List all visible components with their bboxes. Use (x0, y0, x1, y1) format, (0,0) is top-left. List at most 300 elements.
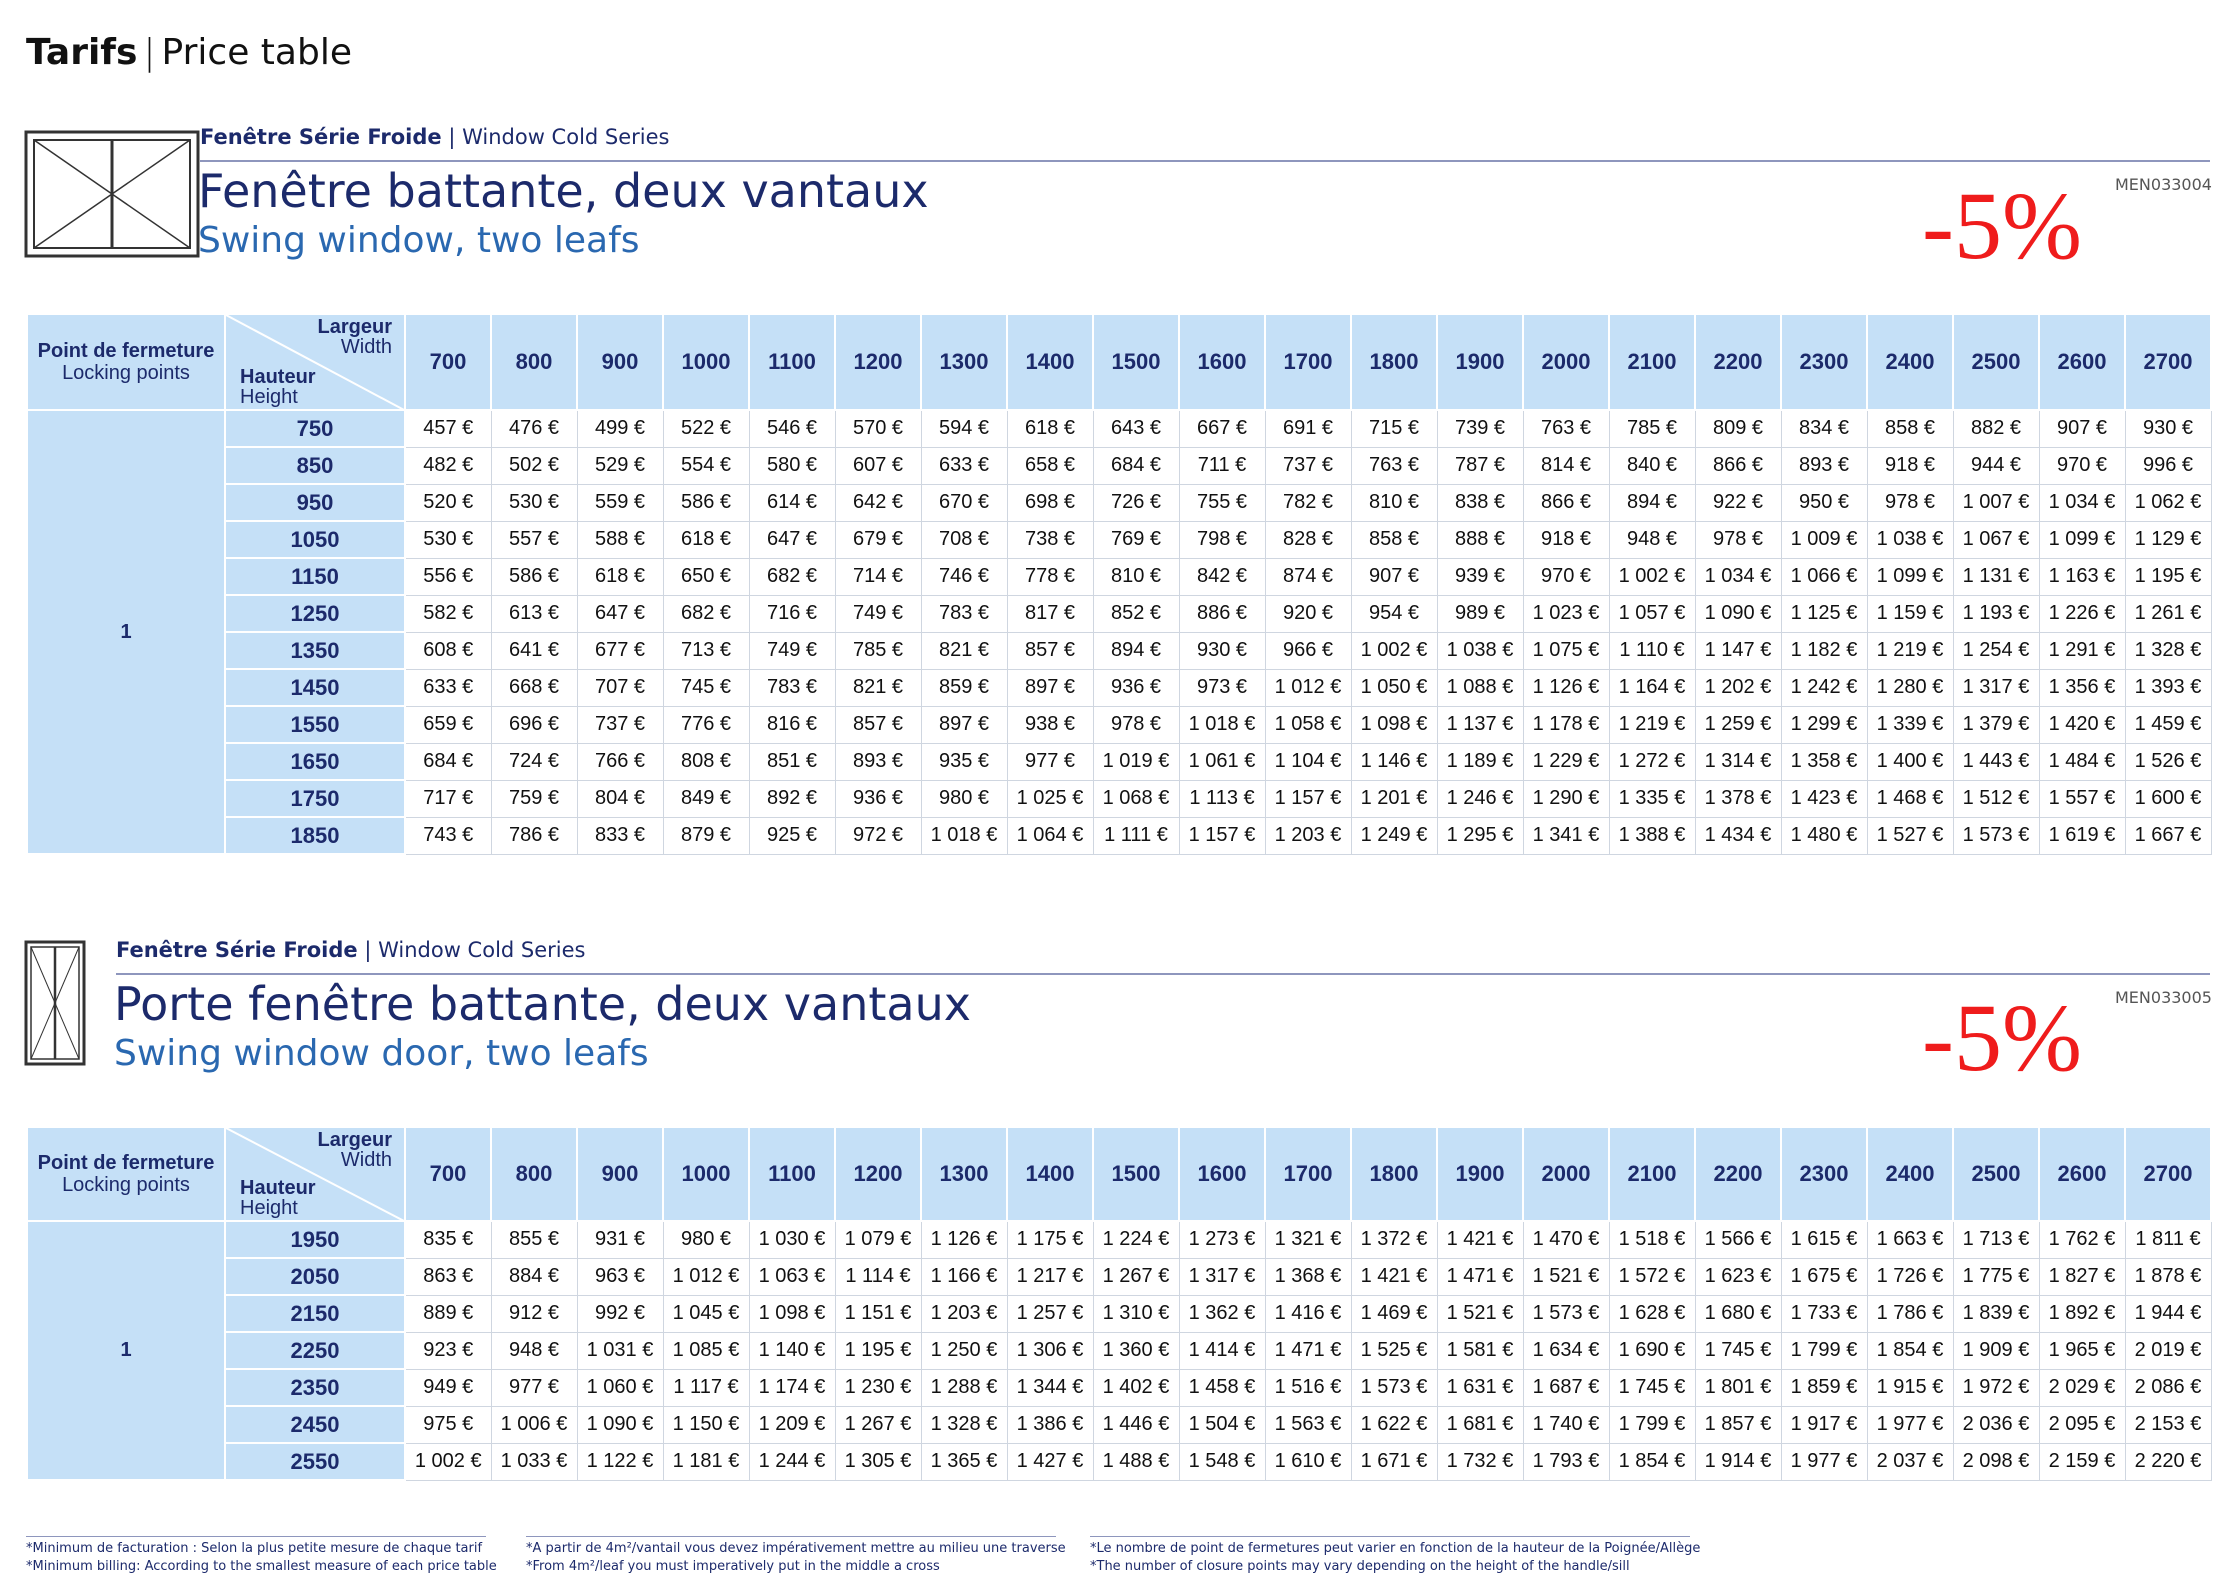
price-cell: 1 471 € (1437, 1258, 1523, 1295)
price-cell: 1 434 € (1695, 817, 1781, 854)
price-cell: 1 745 € (1609, 1369, 1695, 1406)
price-cell: 882 € (1953, 410, 2039, 447)
discount-badge: -5% (1922, 984, 2082, 1091)
footnote-divider (526, 1536, 1056, 1537)
price-cell: 2 153 € (2125, 1406, 2211, 1443)
height-cell: 2050 (225, 1258, 405, 1295)
price-cell: 950 € (1781, 484, 1867, 521)
price-cell: 737 € (577, 706, 663, 743)
price-cell: 1 023 € (1523, 595, 1609, 632)
price-cell: 1 839 € (1953, 1295, 2039, 1332)
width-col: 2100 (1609, 314, 1695, 410)
price-cell: 1 175 € (1007, 1221, 1093, 1258)
price-cell: 1 328 € (921, 1406, 1007, 1443)
price-cell: 1 157 € (1265, 780, 1351, 817)
price-cell: 1 034 € (2039, 484, 2125, 521)
price-cell: 1 034 € (1695, 558, 1781, 595)
price-cell: 570 € (835, 410, 921, 447)
footnote-en: *Minimum billing: According to the smallest measure of each price table (26, 1559, 497, 1574)
product-code: MEN033004 (2115, 175, 2212, 194)
price-cell: 1 137 € (1437, 706, 1523, 743)
price-cell: 1 631 € (1437, 1369, 1523, 1406)
price-cell: 859 € (921, 669, 1007, 706)
footnote-divider (1090, 1536, 1690, 1537)
price-cell: 817 € (1007, 595, 1093, 632)
price-cell: 1 246 € (1437, 780, 1523, 817)
width-col: 1500 (1093, 314, 1179, 410)
price-cell: 1 299 € (1781, 706, 1867, 743)
price-cell: 894 € (1609, 484, 1695, 521)
price-cell: 923 € (405, 1332, 491, 1369)
price-cell: 1 458 € (1179, 1369, 1265, 1406)
price-cell: 1 057 € (1609, 595, 1695, 632)
price-cell: 1 713 € (1953, 1221, 2039, 1258)
price-cell: 828 € (1265, 521, 1351, 558)
width-col: 1000 (663, 1127, 749, 1221)
price-cell: 1 799 € (1781, 1332, 1867, 1369)
price-cell: 679 € (835, 521, 921, 558)
price-cell: 618 € (577, 558, 663, 595)
price-cell: 1 314 € (1695, 743, 1781, 780)
price-cell: 556 € (405, 558, 491, 595)
price-cell: 1 064 € (1007, 817, 1093, 854)
price-cell: 1 009 € (1781, 521, 1867, 558)
price-cell: 922 € (1695, 484, 1781, 521)
price-cell: 1 423 € (1781, 780, 1867, 817)
table-row (27, 1295, 2211, 1332)
price-cell: 643 € (1093, 410, 1179, 447)
price-cell: 759 € (491, 780, 577, 817)
price-cell: 851 € (749, 743, 835, 780)
price-cell: 1 002 € (1351, 632, 1437, 669)
price-cell: 1 317 € (1953, 669, 2039, 706)
price-cell: 476 € (491, 410, 577, 447)
price-cell: 546 € (749, 410, 835, 447)
table-row (27, 706, 2211, 743)
price-cell: 766 € (577, 743, 663, 780)
price-cell: 892 € (749, 780, 835, 817)
price-cell: 835 € (405, 1221, 491, 1258)
width-col: 2400 (1867, 314, 1953, 410)
width-col: 2700 (2125, 1127, 2211, 1221)
price-cell: 582 € (405, 595, 491, 632)
price-cell: 970 € (2039, 447, 2125, 484)
height-cell: 2450 (225, 1406, 405, 1443)
price-cell: 1 667 € (2125, 817, 2211, 854)
price-cell: 1 007 € (1953, 484, 2039, 521)
price-cell: 1 126 € (921, 1221, 1007, 1258)
series-separator: | (448, 125, 456, 149)
price-cell: 1 386 € (1007, 1406, 1093, 1443)
price-cell: 1 469 € (1351, 1295, 1437, 1332)
price-cell: 930 € (1179, 632, 1265, 669)
price-cell: 1 033 € (491, 1443, 577, 1480)
height-cell: 1950 (225, 1221, 405, 1258)
price-cell: 586 € (491, 558, 577, 595)
price-cell: 1 615 € (1781, 1221, 1867, 1258)
price-cell: 912 € (491, 1295, 577, 1332)
page-title-separator: | (143, 32, 156, 73)
price-cell: 1 219 € (1867, 632, 1953, 669)
price-cell: 1 113 € (1179, 780, 1265, 817)
price-cell: 618 € (663, 521, 749, 558)
price-cell: 1 622 € (1351, 1406, 1437, 1443)
table-row (27, 595, 2211, 632)
price-cell: 1 892 € (2039, 1295, 2125, 1332)
price-cell: 992 € (577, 1295, 663, 1332)
price-cell: 907 € (2039, 410, 2125, 447)
price-cell: 763 € (1523, 410, 1609, 447)
price-cell: 1 209 € (749, 1406, 835, 1443)
price-cell: 682 € (663, 595, 749, 632)
price-cell: 978 € (1867, 484, 1953, 521)
price-cell: 1 079 € (835, 1221, 921, 1258)
price-cell: 1 443 € (1953, 743, 2039, 780)
table-row (27, 484, 2211, 521)
price-cell: 816 € (749, 706, 835, 743)
price-cell: 1 328 € (2125, 632, 2211, 669)
table-row (27, 410, 2211, 447)
width-col: 1200 (835, 1127, 921, 1221)
price-cell: 1 290 € (1523, 780, 1609, 817)
price-cell: 1 573 € (1351, 1369, 1437, 1406)
width-col: 1600 (1179, 314, 1265, 410)
height-cell: 1750 (225, 780, 405, 817)
footnote-2 (526, 1540, 1066, 1576)
price-cell: 530 € (405, 521, 491, 558)
section-divider (116, 973, 2210, 975)
price-cell: 1 600 € (2125, 780, 2211, 817)
height-cell: 1350 (225, 632, 405, 669)
price-cell: 1 249 € (1351, 817, 1437, 854)
price-cell: 1 131 € (1953, 558, 2039, 595)
price-cell: 1 446 € (1093, 1406, 1179, 1443)
price-cell: 1 857 € (1695, 1406, 1781, 1443)
price-cell: 1 267 € (1093, 1258, 1179, 1295)
price-cell: 1 203 € (1265, 817, 1351, 854)
product-title-fr: Porte fenêtre battante, deux vantaux (114, 977, 971, 1031)
price-cell: 849 € (663, 780, 749, 817)
footnote-fr: *Minimum de facturation : Selon la plus petite mesure de chaque tarif (26, 1541, 483, 1556)
price-cell: 1 581 € (1437, 1332, 1523, 1369)
price-cell: 1 067 € (1953, 521, 2039, 558)
price-cell: 1 250 € (921, 1332, 1007, 1369)
price-cell: 763 € (1351, 447, 1437, 484)
price-cell: 708 € (921, 521, 1007, 558)
price-cell: 1 066 € (1781, 558, 1867, 595)
price-cell: 1 226 € (2039, 595, 2125, 632)
price-cell: 821 € (921, 632, 1007, 669)
price-cell: 1 372 € (1351, 1221, 1437, 1258)
footnote-fr: *Le nombre de point de fermetures peut varier en fonction de la hauteur de la Poignée/Allège (1090, 1541, 1701, 1556)
height-cell: 1850 (225, 817, 405, 854)
price-cell: 714 € (835, 558, 921, 595)
price-cell: 938 € (1007, 706, 1093, 743)
price-cell: 580 € (749, 447, 835, 484)
price-cell: 614 € (749, 484, 835, 521)
price-cell: 1 272 € (1609, 743, 1695, 780)
height-cell: 1050 (225, 521, 405, 558)
price-cell: 658 € (1007, 447, 1093, 484)
price-cell: 1 572 € (1609, 1258, 1695, 1295)
price-cell: 1 019 € (1093, 743, 1179, 780)
price-cell: 1 085 € (663, 1332, 749, 1369)
price-cell: 1 295 € (1437, 817, 1523, 854)
price-cell: 810 € (1093, 558, 1179, 595)
series-label (200, 125, 669, 149)
price-cell: 2 037 € (1867, 1443, 1953, 1480)
price-cell: 1 525 € (1351, 1332, 1437, 1369)
price-cell: 1 163 € (2039, 558, 2125, 595)
price-cell: 1 566 € (1695, 1221, 1781, 1258)
product-title-en: Swing window door, two leafs (114, 1033, 649, 1074)
price-cell: 1 421 € (1351, 1258, 1437, 1295)
price-cell: 1 310 € (1093, 1295, 1179, 1332)
price-cell: 966 € (1265, 632, 1351, 669)
table-row (27, 1406, 2211, 1443)
price-cell: 1 526 € (2125, 743, 2211, 780)
price-cell: 1 484 € (2039, 743, 2125, 780)
price-cell: 1 140 € (749, 1332, 835, 1369)
price-cell: 1 189 € (1437, 743, 1523, 780)
price-cell: 1 459 € (2125, 706, 2211, 743)
footnote-1 (26, 1540, 497, 1576)
price-cell: 1 610 € (1265, 1443, 1351, 1480)
width-col: 1000 (663, 314, 749, 410)
locking-fr: Point de fermeture (37, 340, 215, 362)
price-cell: 1 628 € (1609, 1295, 1695, 1332)
price-cell: 874 € (1265, 558, 1351, 595)
price-cell: 1 471 € (1265, 1332, 1351, 1369)
width-col: 700 (405, 314, 491, 410)
price-cell: 684 € (1093, 447, 1179, 484)
table-row (27, 558, 2211, 595)
price-cell: 1 317 € (1179, 1258, 1265, 1295)
footnote-divider (26, 1536, 486, 1537)
price-cell: 907 € (1351, 558, 1437, 595)
price-cell: 1 480 € (1781, 817, 1867, 854)
price-cell: 745 € (663, 669, 749, 706)
price-cell: 782 € (1265, 484, 1351, 521)
price-cell: 1 193 € (1953, 595, 2039, 632)
price-cell: 586 € (663, 484, 749, 521)
price-cell: 1 909 € (1953, 1332, 2039, 1369)
price-cell: 1 344 € (1007, 1369, 1093, 1406)
price-cell: 1 098 € (1351, 706, 1437, 743)
price-cell: 1 915 € (1867, 1369, 1953, 1406)
price-cell: 1 110 € (1609, 632, 1695, 669)
height-en: Height (240, 1197, 298, 1219)
price-cell: 857 € (1007, 632, 1093, 669)
price-cell: 2 095 € (2039, 1406, 2125, 1443)
locking-points-header (27, 314, 225, 410)
section-divider (200, 160, 2210, 162)
width-col: 1300 (921, 1127, 1007, 1221)
price-cell: 1 470 € (1523, 1221, 1609, 1258)
price-cell: 1 267 € (835, 1406, 921, 1443)
price-cell: 1 182 € (1781, 632, 1867, 669)
price-cell: 810 € (1351, 484, 1437, 521)
price-table-body (27, 1221, 2211, 1480)
width-col: 1600 (1179, 1127, 1265, 1221)
width-col: 2200 (1695, 314, 1781, 410)
price-cell: 1 122 € (577, 1443, 663, 1480)
price-cell: 808 € (663, 743, 749, 780)
price-cell: 1 090 € (1695, 595, 1781, 632)
width-col: 2500 (1953, 1127, 2039, 1221)
price-cell: 618 € (1007, 410, 1093, 447)
width-col: 2300 (1781, 1127, 1867, 1221)
price-cell: 1 965 € (2039, 1332, 2125, 1369)
price-cell: 1 527 € (1867, 817, 1953, 854)
price-cell: 755 € (1179, 484, 1265, 521)
price-cell: 989 € (1437, 595, 1523, 632)
price-cell: 1 151 € (835, 1295, 921, 1332)
price-cell: 1 195 € (2125, 558, 2211, 595)
price-cell: 833 € (577, 817, 663, 854)
price-cell: 1 799 € (1609, 1406, 1695, 1443)
price-cell: 1 977 € (1867, 1406, 1953, 1443)
height-cell: 2250 (225, 1332, 405, 1369)
height-cell: 2550 (225, 1443, 405, 1480)
width-height-header (225, 1127, 405, 1221)
price-cell: 1 977 € (1781, 1443, 1867, 1480)
footnote-en: *From 4m²/leaf you must imperatively put in the middle a cross (526, 1559, 940, 1574)
price-cell: 893 € (835, 743, 921, 780)
price-cell: 888 € (1437, 521, 1523, 558)
price-cell: 713 € (663, 632, 749, 669)
price-cell: 972 € (835, 817, 921, 854)
height-fr: Hauteur (240, 1177, 316, 1199)
series-fr: Fenêtre Série Froide (200, 125, 442, 149)
price-cell: 1 573 € (1953, 817, 2039, 854)
table-row (27, 780, 2211, 817)
price-cell: 1 360 € (1093, 1332, 1179, 1369)
price-cell: 696 € (491, 706, 577, 743)
price-cell: 1 619 € (2039, 817, 2125, 854)
price-cell: 588 € (577, 521, 663, 558)
price-cell: 613 € (491, 595, 577, 632)
price-table-2 (26, 1126, 2212, 1481)
price-cell: 1 224 € (1093, 1221, 1179, 1258)
price-cell: 1 341 € (1523, 817, 1609, 854)
price-cell: 1 306 € (1007, 1332, 1093, 1369)
width-col: 1400 (1007, 1127, 1093, 1221)
price-cell: 785 € (1609, 410, 1695, 447)
price-cell: 1 388 € (1609, 817, 1695, 854)
price-cell: 897 € (1007, 669, 1093, 706)
width-col: 1700 (1265, 314, 1351, 410)
locking-points-header (27, 1127, 225, 1221)
price-cell: 1 416 € (1265, 1295, 1351, 1332)
price-table-1 (26, 313, 2212, 855)
price-cell: 1 786 € (1867, 1295, 1953, 1332)
price-cell: 2 098 € (1953, 1443, 2039, 1480)
price-cell: 1 339 € (1867, 706, 1953, 743)
price-cell: 977 € (1007, 743, 1093, 780)
price-cell: 1 671 € (1351, 1443, 1437, 1480)
price-cell: 1 512 € (1953, 780, 2039, 817)
table-row (27, 447, 2211, 484)
width-col: 1800 (1351, 1127, 1437, 1221)
price-cell: 682 € (749, 558, 835, 595)
price-cell: 1 793 € (1523, 1443, 1609, 1480)
discount-badge: -5% (1922, 172, 2082, 279)
series-en: Window Cold Series (378, 938, 586, 962)
price-cell: 2 029 € (2039, 1369, 2125, 1406)
width-col: 2600 (2039, 314, 2125, 410)
price-cell: 1 088 € (1437, 669, 1523, 706)
price-cell: 852 € (1093, 595, 1179, 632)
price-cell: 1 002 € (1609, 558, 1695, 595)
width-col: 1300 (921, 314, 1007, 410)
price-cell: 1 358 € (1781, 743, 1867, 780)
price-cell: 978 € (1093, 706, 1179, 743)
price-cell: 1 745 € (1695, 1332, 1781, 1369)
price-cell: 1 038 € (1437, 632, 1523, 669)
width-col: 1200 (835, 314, 921, 410)
price-cell: 668 € (491, 669, 577, 706)
price-cell: 1 058 € (1265, 706, 1351, 743)
price-cell: 996 € (2125, 447, 2211, 484)
price-cell: 954 € (1351, 595, 1437, 632)
width-col: 1900 (1437, 1127, 1523, 1221)
price-cell: 647 € (577, 595, 663, 632)
price-cell: 1 217 € (1007, 1258, 1093, 1295)
product-title-fr: Fenêtre battante, deux vantaux (198, 164, 929, 218)
price-cell: 743 € (405, 817, 491, 854)
table-row (27, 1221, 2211, 1258)
height-cell: 1650 (225, 743, 405, 780)
price-cell: 936 € (1093, 669, 1179, 706)
locking-points-value: 1 (27, 1221, 225, 1480)
price-cell: 1 573 € (1523, 1295, 1609, 1332)
price-cell: 1 025 € (1007, 780, 1093, 817)
price-cell: 1 261 € (2125, 595, 2211, 632)
price-cell: 804 € (577, 780, 663, 817)
price-cell: 857 € (835, 706, 921, 743)
price-cell: 633 € (921, 447, 1007, 484)
height-cell: 2350 (225, 1369, 405, 1406)
price-cell: 948 € (491, 1332, 577, 1369)
table-row (27, 1443, 2211, 1480)
price-cell: 1 468 € (1867, 780, 1953, 817)
price-cell: 1 690 € (1609, 1332, 1695, 1369)
page-title-rest: Price table (161, 32, 352, 73)
locking-en: Locking points (62, 362, 190, 384)
price-cell: 749 € (835, 595, 921, 632)
price-cell: 670 € (921, 484, 1007, 521)
price-cell: 530 € (491, 484, 577, 521)
price-cell: 783 € (921, 595, 1007, 632)
price-cell: 716 € (749, 595, 835, 632)
width-col: 2300 (1781, 314, 1867, 410)
price-cell: 931 € (577, 1221, 663, 1258)
width-col: 900 (577, 314, 663, 410)
price-cell: 842 € (1179, 558, 1265, 595)
height-cell: 2150 (225, 1295, 405, 1332)
price-cell: 1 634 € (1523, 1332, 1609, 1369)
price-cell: 559 € (577, 484, 663, 521)
price-cell: 1 068 € (1093, 780, 1179, 817)
height-cell: 1450 (225, 669, 405, 706)
price-cell: 1 111 € (1093, 817, 1179, 854)
price-cell: 1 663 € (1867, 1221, 1953, 1258)
price-cell: 1 400 € (1867, 743, 1953, 780)
price-cell: 746 € (921, 558, 1007, 595)
price-cell: 642 € (835, 484, 921, 521)
price-cell: 1 421 € (1437, 1221, 1523, 1258)
